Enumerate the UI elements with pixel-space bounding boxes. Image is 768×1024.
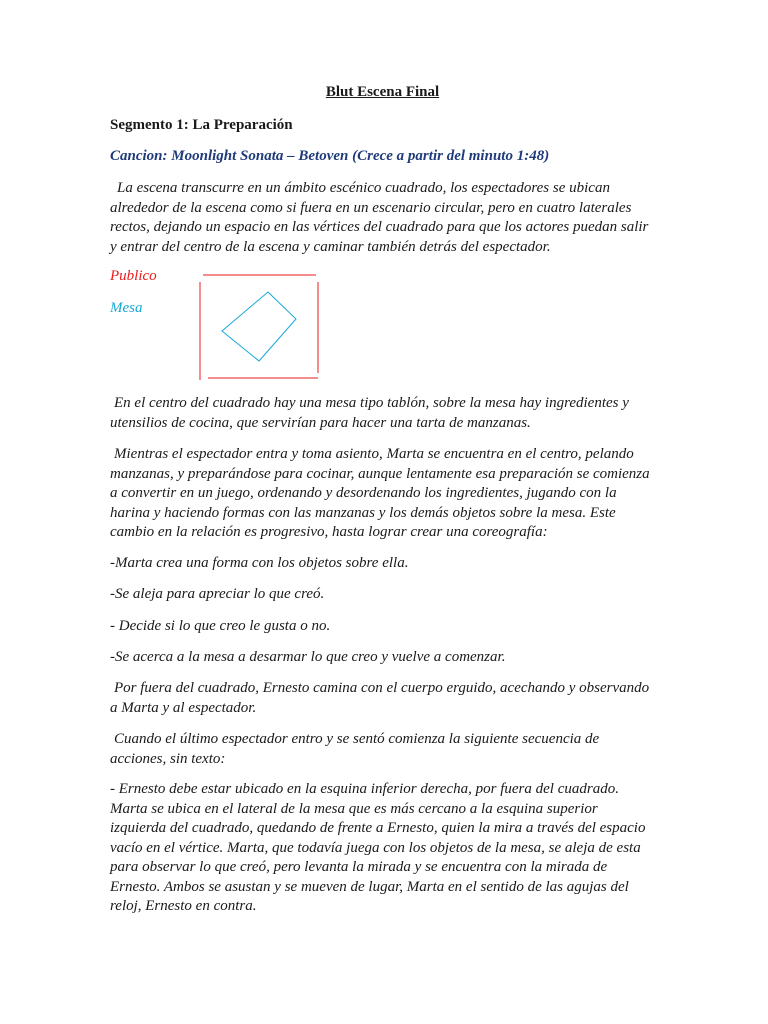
list-item-1: -Marta crea una forma con los objetos sobre ella. <box>110 555 409 571</box>
list-item-4: -Se acerca a la mesa a desarmar lo que creo y vuelve a comenzar. <box>110 649 506 665</box>
list-item-3: - Decide si lo que creo le gusta o no. <box>110 618 331 634</box>
legend-publico: Publico <box>110 268 157 284</box>
segment-heading: Segmento 1: La Preparación <box>110 117 293 133</box>
list-item-2: -Se aleja para apreciar lo que creó. <box>110 586 325 602</box>
paragraph-2: Mientras el espectador entra y toma asiento, Marta se encuentra en el centro, pelando manzanas, y preparándose para cocinar, aunque lentamente esa preparación se comienza a convertir en un juego, ordenando y desordenando los ingredientes, jugando con la harina y haciendo formas con las manzanas y los demás objetos sobre la mesa. Este cambio en la relación es progresivo, hasta lograr crear una coreografía: <box>110 446 650 540</box>
intro-paragraph: La escena transcurre en un ámbito escénico cuadrado, los espectadores se ubican alrededor de la escena como si fuera en un escenario circular, pero en cuatro laterales rectos, dejando un espacio en las vértices del cuadrado para que los actores puedan salir y entrar del centro de la escena y caminar también detrás del espectador. <box>110 180 649 255</box>
stage-diagram <box>198 270 334 384</box>
table-shape <box>222 292 296 361</box>
legend-mesa: Mesa <box>110 300 143 316</box>
paragraph-3: Por fuera del cuadrado, Ernesto camina con el cuerpo erguido, acechando y observando a Marta y al espectador. <box>110 680 650 716</box>
paragraph-4: Cuando el último espectador entro y se sentó comienza la siguiente secuencia de acciones, sin texto: <box>110 731 600 767</box>
song-line: Cancion: Moonlight Sonata – Betoven (Crece a partir del minuto 1:48) <box>110 148 550 164</box>
paragraph-5: - Ernesto debe estar ubicado en la esquina inferior derecha, por fuera del cuadrado. Marta se ubica en el lateral de la mesa que es más cercano a la esquina superior izquierda del cuadrado, quedando de frente a Ernesto, quien la mira a través del espacio vacío en el vértice. Marta, que todavía juega con los objetos de la mesa, se aleja de esta para observar lo que creó, pero levanta la mirada y se encuentra con la mirada de Ernesto. Ambos se asustan y se mueven de lugar, Marta en el sentido de las agujas del reloj, Ernesto en contra. <box>110 781 646 914</box>
paragraph-1: En el centro del cuadrado hay una mesa tipo tablón, sobre la mesa hay ingredientes y utensilios de cocina, que servirían para hacer una tarta de manzanas. <box>110 395 629 431</box>
document-title: Blut Escena Final <box>325 84 440 100</box>
